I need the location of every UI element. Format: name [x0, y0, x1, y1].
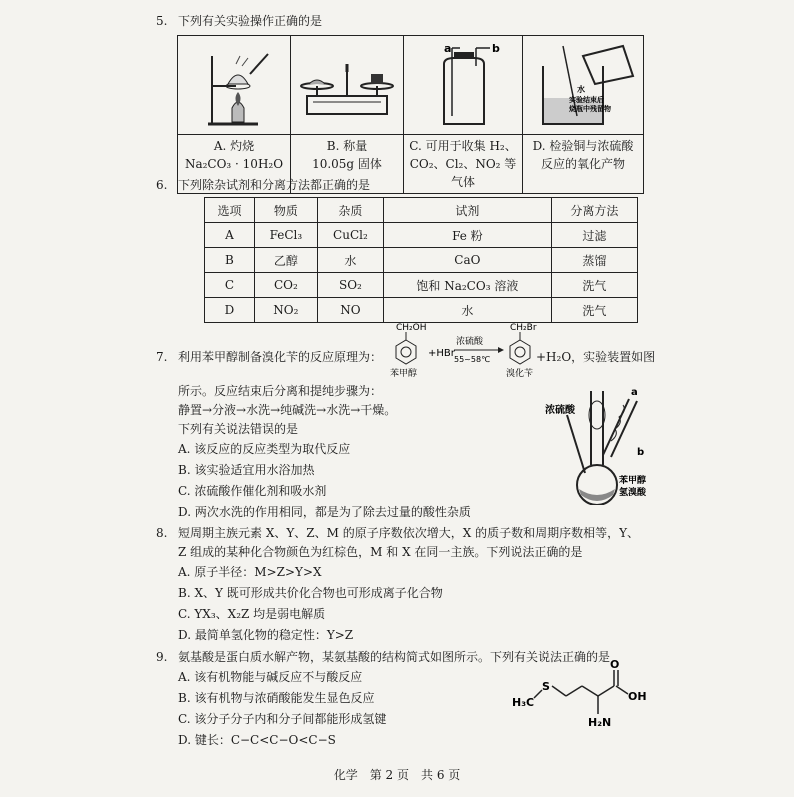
- table-row: B 乙醇 水 CaO 蒸馏: [205, 248, 638, 273]
- table-row: A FeCl₃ CuCl₂ Fe 粉 过滤: [205, 223, 638, 248]
- reflux-apparatus-icon: [545, 385, 665, 505]
- header-cell: 选项: [205, 198, 255, 223]
- question-5: [156, 12, 756, 31]
- struct-o: O: [610, 660, 620, 671]
- condition-bottom: 55~58℃: [454, 355, 491, 364]
- q5-panel-b-image: [291, 36, 404, 135]
- question-number: 5.: [156, 14, 168, 28]
- struct-s: S: [542, 680, 550, 693]
- struct-h3c: H₃C: [512, 696, 535, 709]
- label-a: a: [631, 387, 638, 398]
- question-prompt: 下列有关说法错误的是: [178, 422, 299, 436]
- q5-caption-d: D. 检验铜与浓硫酸 反应的氧化产物: [523, 135, 644, 194]
- question-6: [156, 176, 756, 195]
- plus-hbr: +HBr: [428, 348, 455, 359]
- option-c: C. YX₃、X₂Z 均是弱电解质: [178, 607, 326, 621]
- question-number: 9.: [156, 650, 168, 664]
- stem-suffix: +H₂O，实验装置如图: [536, 350, 656, 364]
- q6-table: [204, 197, 638, 323]
- condition-top: 浓硫酸: [456, 337, 484, 347]
- q5-panel-a-image: [178, 36, 291, 135]
- reactant-group: CH₂OH: [396, 323, 427, 333]
- question-stem: 下列有关实验操作正确的是: [178, 14, 323, 28]
- stem-line-2: 所示。反应结束后分离和提纯步骤为：: [178, 384, 383, 398]
- option-c: C. 浓硫酸作催化剂和吸水剂: [178, 484, 327, 498]
- question-stem: 利用苯甲醇制备溴化苄的反应原理为：: [178, 350, 383, 364]
- burning-apparatus-icon: [178, 36, 290, 131]
- label-b: b: [492, 42, 500, 55]
- label-a: a: [444, 42, 452, 55]
- product-name: 溴化苄: [506, 369, 534, 379]
- option-d: D. 最简单氢化物的稳定性：Y>Z: [178, 628, 354, 642]
- q5-caption-a: A. 灼烧 Na₂CO₃ · 10H₂O: [178, 135, 291, 194]
- product-group: CH₂Br: [510, 323, 537, 333]
- question-number: 7.: [156, 350, 168, 364]
- option-a: A. 原子半径：M>Z>Y>X: [178, 565, 322, 579]
- stem-line-2: Z 组成的某种化合物颜色为红棕色，M 和 X 在同一主族。下列说法正确的是: [178, 545, 583, 559]
- option-b: B. X、Y 既可形成共价化合物也可形成离子化合物: [178, 586, 443, 600]
- label-b: b: [637, 447, 645, 458]
- gas-collection-bottle-icon: [404, 36, 522, 131]
- option-b: B. 该有机物与浓硝酸能发生显色反应: [178, 691, 375, 705]
- option-d: D. 键长：C−C<C−O<C−S: [178, 733, 336, 747]
- question-stem: 下列除杂试剂和分离方法都正确的是: [178, 178, 371, 192]
- option-d: D. 两次水洗的作用相同，都是为了除去过量的酸性杂质: [178, 505, 471, 519]
- table-row: C CO₂ SO₂ 饱和 Na₂CO₃ 溶液 洗气: [205, 273, 638, 298]
- label-conc-acid: 浓硫酸: [545, 405, 575, 416]
- struct-nh2: H₂N: [588, 716, 612, 729]
- label-residue-2: 烧瓶中残留物: [569, 105, 611, 113]
- label-mixture-2: 氢溴酸: [619, 488, 647, 498]
- header-cell: 试剂: [384, 198, 552, 223]
- q5-panel-d-image: [523, 36, 644, 135]
- table-row: D NO₂ NO 水 洗气: [205, 298, 638, 323]
- stem-line-3: 静置→分液→水洗→纯碱洗→水洗→干燥。: [178, 403, 397, 417]
- option-c: C. 该分子分子内和分子间都能形成氢键: [178, 712, 387, 726]
- question-stem: 氨基酸是蛋白质水解产物，某氨基酸的结构简式如图所示。下列有关说法正确的是: [178, 650, 611, 664]
- option-b: B. 该实验适宜用水浴加热: [178, 463, 315, 477]
- question-8: [156, 524, 756, 646]
- label-residue-1: 实验结束后: [569, 96, 604, 104]
- question-number: 8.: [156, 526, 168, 540]
- q5-caption-b: B. 称量 10.05g 固体: [291, 135, 404, 194]
- struct-oh: OH: [628, 690, 647, 703]
- page-footer: 化学 第 2 页 共 6 页: [333, 768, 461, 782]
- beaker-pouring-icon: [523, 36, 643, 131]
- q5-panel-c-image: [404, 36, 523, 135]
- header-cell: 分离方法: [551, 198, 637, 223]
- stem-line-1: 短周期主族元素 X、Y、Z、M 的原子序数依次增大，X 的质子数和周期序数相等，Y、: [178, 526, 640, 540]
- header-cell: 杂质: [317, 198, 383, 223]
- question-number: 6.: [156, 178, 168, 192]
- label-mixture-1: 苯甲醇: [619, 476, 647, 486]
- header-cell: 物质: [254, 198, 317, 223]
- option-a: A. 该有机物能与碱反应不与酸反应: [178, 670, 363, 684]
- table-header-row: [205, 198, 638, 223]
- option-a: A. 该反应的反应类型为取代反应: [178, 442, 351, 456]
- methionine-structure-icon: [510, 660, 670, 750]
- label-water: 水: [577, 85, 585, 94]
- q5-caption-c: C. 可用于收集 H₂、 CO₂、Cl₂、NO₂ 等气体: [404, 135, 523, 194]
- q5-figure-table: [177, 35, 644, 194]
- balance-scale-icon: [291, 36, 403, 131]
- reactant-name: 苯甲醇: [390, 369, 418, 379]
